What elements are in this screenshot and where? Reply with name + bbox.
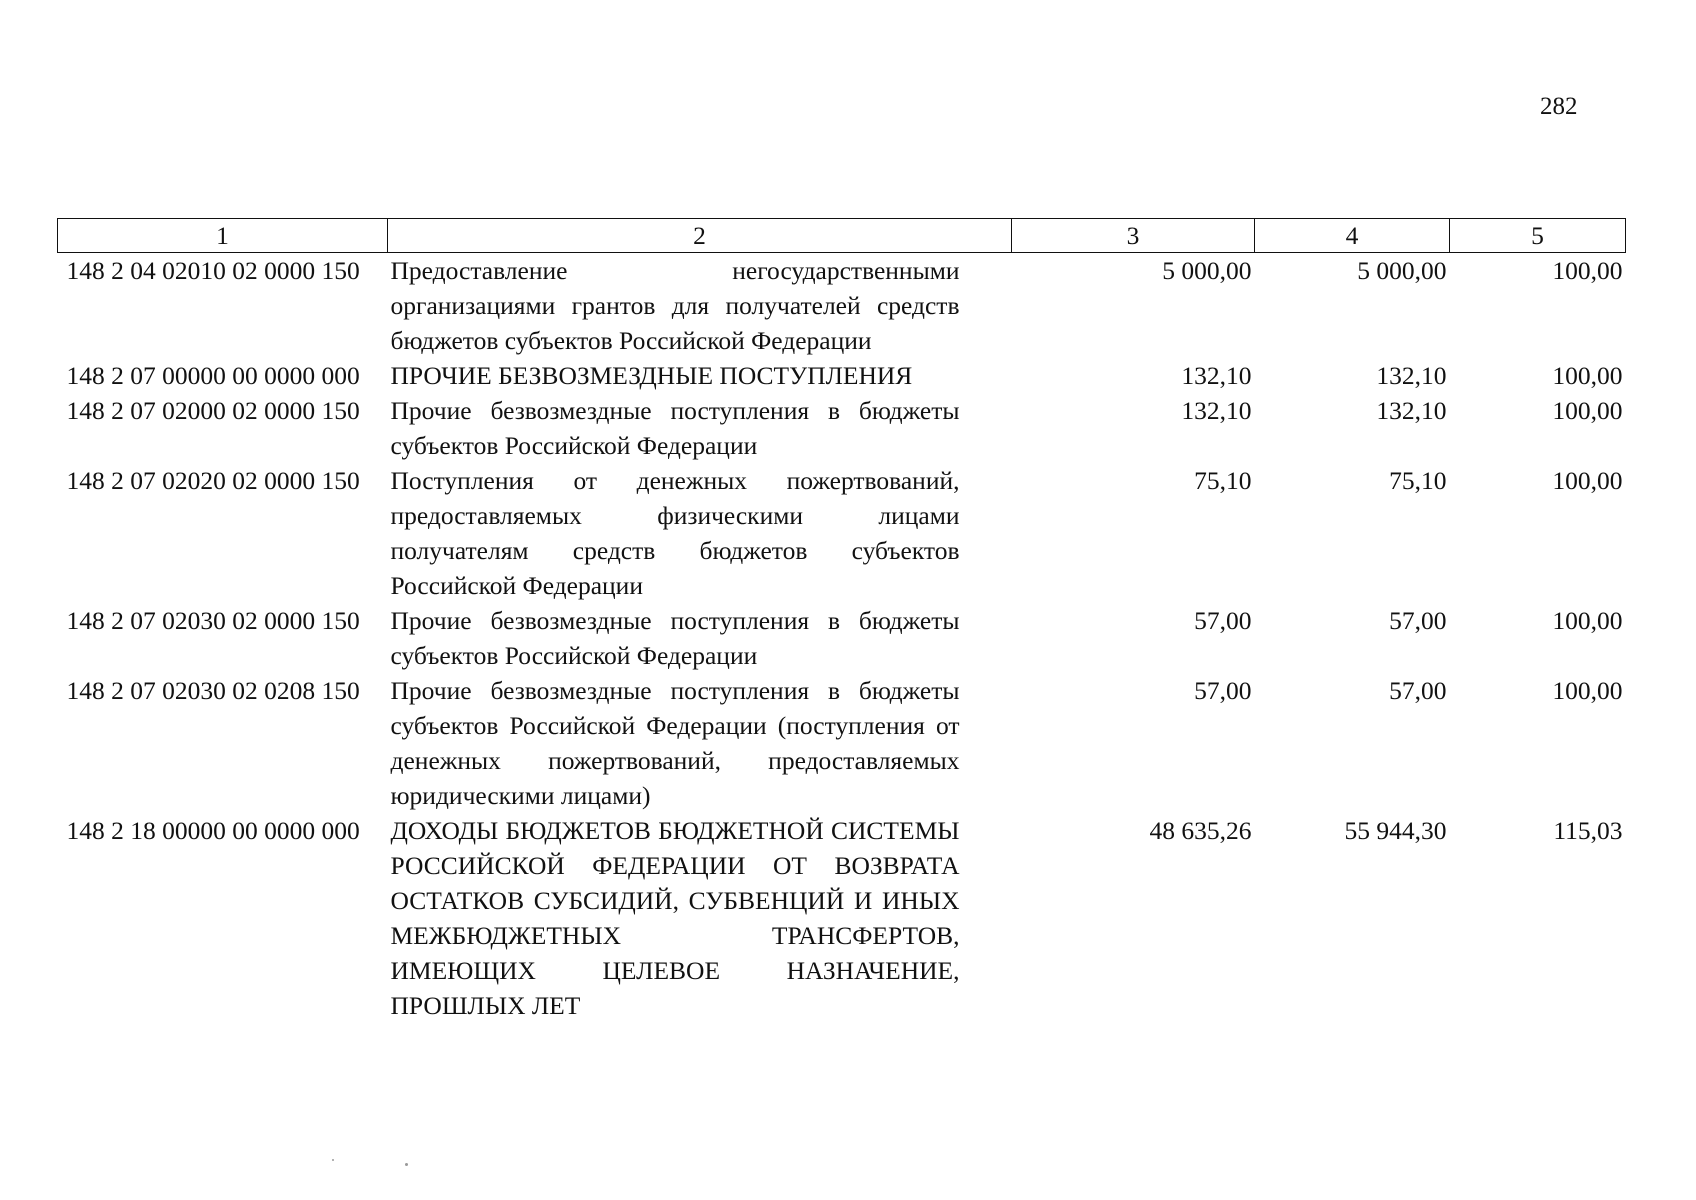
budget-code: 148 2 07 02020 02 0000 150 [66, 466, 360, 495]
column-header-2: 2 [388, 219, 1012, 253]
budget-code: 148 2 07 02000 02 0000 150 [66, 396, 360, 425]
column-header-5: 5 [1450, 219, 1626, 253]
value-col3: 132,10 [1181, 361, 1252, 390]
budget-code: 148 2 18 00000 00 0000 000 [66, 816, 360, 845]
budget-code: 148 2 07 02030 02 0000 150 [66, 606, 360, 635]
value-col5: 100,00 [1552, 361, 1623, 390]
value-col4: 75,10 [1389, 466, 1447, 495]
value-col3: 57,00 [1194, 606, 1252, 635]
table-row [58, 358, 1626, 393]
value-col5: 100,00 [1552, 676, 1623, 705]
scan-speck [332, 1159, 334, 1161]
value-col5: 100,00 [1552, 466, 1623, 495]
budget-revenue-table [57, 218, 1626, 1023]
table-row [58, 603, 1626, 673]
table-body [58, 253, 1626, 1024]
value-col3: 75,10 [1194, 466, 1252, 495]
budget-code: 148 2 07 00000 00 0000 000 [66, 361, 360, 390]
value-col5: 100,00 [1552, 606, 1623, 635]
table-header [58, 219, 1626, 253]
value-col4: 132,10 [1376, 396, 1447, 425]
page-number: 282 [1540, 93, 1578, 120]
table-row [58, 253, 1626, 359]
value-col4: 5 000,00 [1357, 256, 1447, 285]
scan-speck [405, 1163, 408, 1166]
value-col4: 132,10 [1376, 361, 1447, 390]
revenue-name: Прочие безвозмездные поступления в бюджеты субъектов Российской Федерации (поступления от денежных пожертвований, предоставляемых юридическими лицами) [390, 676, 960, 810]
revenue-name: Поступления от денежных пожертвований, предоставляемых физическими лицами получателям средств бюджетов субъектов Российской Федерации [390, 466, 960, 600]
budget-code: 148 2 07 02030 02 0208 150 [66, 676, 360, 705]
revenue-name: Прочие безвозмездные поступления в бюджеты субъектов Российской Федерации [390, 606, 960, 670]
revenue-name: Предоставление негосударственными организациями грантов для получателей средств бюджетов субъектов Российской Федерации [390, 256, 960, 355]
revenue-name: ПРОЧИЕ БЕЗВОЗМЕЗДНЫЕ ПОСТУПЛЕНИЯ [390, 361, 913, 390]
value-col5: 100,00 [1552, 396, 1623, 425]
value-col5: 115,03 [1553, 816, 1623, 845]
value-col4: 57,00 [1389, 606, 1447, 635]
value-col3: 57,00 [1194, 676, 1252, 705]
table-row [58, 393, 1626, 463]
budget-code: 148 2 04 02010 02 0000 150 [66, 256, 360, 285]
value-col4: 57,00 [1389, 676, 1447, 705]
table-row [58, 813, 1626, 1023]
value-col4: 55 944,30 [1344, 816, 1447, 845]
column-header-1: 1 [58, 219, 388, 253]
value-col3: 132,10 [1181, 396, 1252, 425]
table-row [58, 673, 1626, 813]
value-col3: 5 000,00 [1162, 256, 1252, 285]
value-col5: 100,00 [1552, 256, 1623, 285]
revenue-name: Прочие безвозмездные поступления в бюджеты субъектов Российской Федерации [390, 396, 960, 460]
column-header-3: 3 [1012, 219, 1255, 253]
value-col3: 48 635,26 [1149, 816, 1252, 845]
header-row [58, 219, 1626, 253]
column-header-4: 4 [1255, 219, 1450, 253]
revenue-name: ДОХОДЫ БЮДЖЕТОВ БЮДЖЕТНОЙ СИСТЕМЫ РОССИЙСКОЙ ФЕДЕРАЦИИ ОТ ВОЗВРАТА ОСТАТКОВ СУБСИДИЙ, СУБВЕНЦИЙ И ИНЫХ МЕЖБЮДЖЕТНЫХ ТРАНСФЕРТОВ, ИМЕЮЩИХ ЦЕЛЕВОЕ НАЗНАЧЕНИЕ, ПРОШЛЫХ ЛЕТ [390, 816, 960, 1020]
table-row [58, 463, 1626, 603]
